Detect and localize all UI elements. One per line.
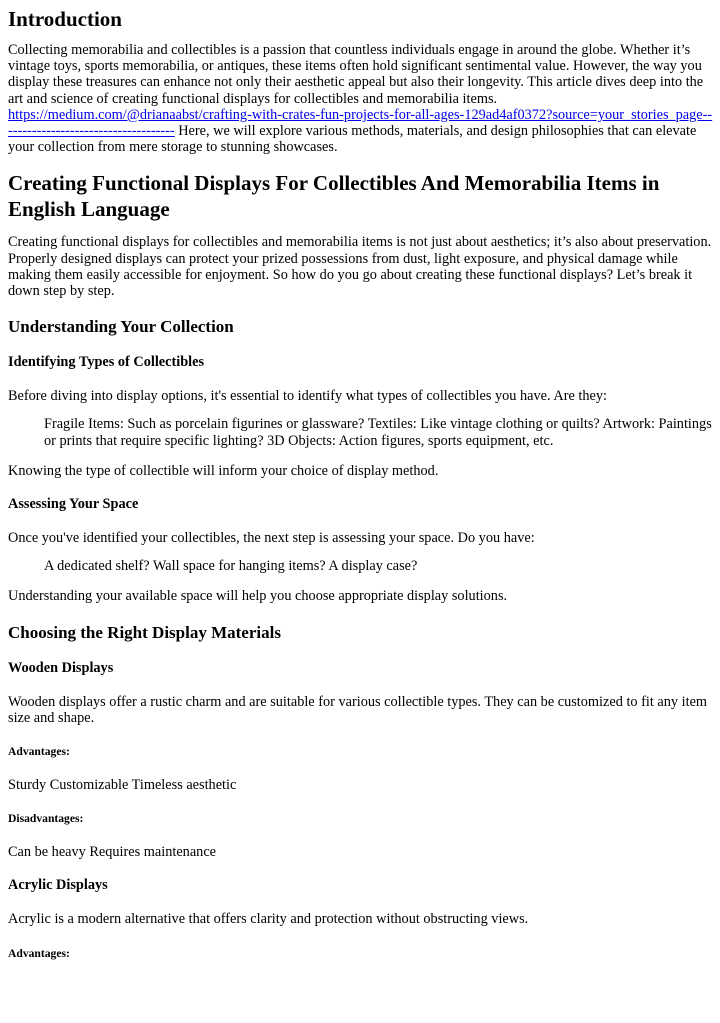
types-list: Fragile Items: Such as porcelain figurines or glassware? Textiles: Like vintage clothing or quilts? Artwork: Paintings or prints that require specific lighting? 3D Objects: Action figures, sports equipment, etc.	[44, 416, 712, 449]
acrylic-paragraph: Acrylic is a modern alternative that offers clarity and protection without obstructing views.	[8, 911, 529, 928]
article	[0, 6, 720, 961]
intro-text: Collecting memorabilia and collectibles is a passion that countless individuals engage in around the globe. Whether it’s vintage toys, sports memorabilia, or antiques, these items often hold significant sentimental value. However, the way you display these treasures can enhance not only their aesthetic appeal but also their longevity. This article dives deep into the art and science of creating functional displays for collectibles and memorabilia items.	[8, 42, 704, 107]
types-heading: Identifying Types of Collectibles	[8, 354, 205, 371]
wooden-advantages-heading: Advantages:	[8, 745, 70, 759]
wooden-paragraph: Wooden displays offer a rustic charm and are suitable for various collectible types. They can be customized to fit any item size and shape.	[8, 693, 708, 726]
space-after-paragraph: Understanding your available space will help you choose appropriate display solutions.	[8, 588, 508, 605]
types-paragraph: Before diving into display options, it's essential to identify what types of collectibles you have. Are they:	[8, 388, 607, 405]
materials-heading: Choosing the Right Display Materials	[8, 622, 281, 642]
main-intro-paragraph: Creating functional displays for collectibles and memorabilia items is not just about aesthetics; it’s also about preservation. Properly designed displays can protect your prized possessions from dust, light exposure, and physical damage while making them easily accessible for enjoyment. So how do you go about creating these functional displays? Let’s break it down step by step.	[8, 234, 712, 300]
space-paragraph: Once you've identified your collectibles, the next step is assessing your space. Do you have:	[8, 530, 535, 547]
space-list: A dedicated shelf? Wall space for hanging items? A display case?	[44, 558, 418, 575]
space-heading: Assessing Your Space	[8, 496, 139, 513]
medium-article-link[interactable]: https://medium.com/@drianaabst/crafting-with-crates-fun-projects-for-all-ages-129ad4af0372?source=your_stories_page-------------------------------------	[8, 106, 713, 140]
intro-text-after-link: Here, we will explore various methods, materials, and design philosophies that can elevate your collection from mere storage to stunning showcases.	[8, 123, 697, 156]
types-after-paragraph: Knowing the type of collectible will inform your choice of display method.	[8, 462, 439, 479]
wooden-advantages-text: Sturdy Customizable Timeless aesthetic	[8, 777, 237, 794]
intro-paragraph	[8, 42, 713, 155]
acrylic-heading: Acrylic Displays	[8, 877, 108, 894]
wooden-disadvantages-text: Can be heavy Requires maintenance	[8, 844, 217, 861]
wooden-disadvantages-heading: Disadvantages:	[8, 812, 84, 826]
intro-heading: Introduction	[8, 7, 122, 31]
understanding-heading: Understanding Your Collection	[8, 317, 234, 337]
wooden-heading: Wooden Displays	[8, 659, 114, 676]
acrylic-advantages-heading: Advantages:	[8, 946, 70, 960]
main-heading: Creating Functional Displays For Collectibles And Memorabilia Items in English Language	[8, 171, 660, 222]
